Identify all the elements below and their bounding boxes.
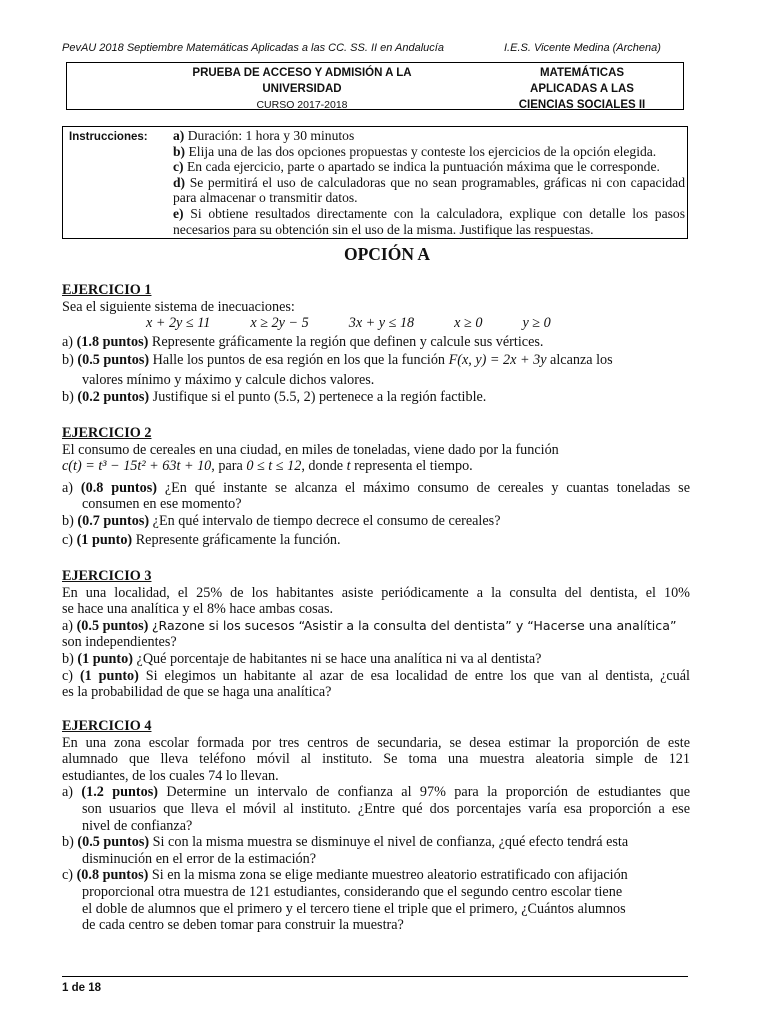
exercise-2 [62,425,690,548]
header-left: PevAU 2018 Septiembre Matemáticas Aplicadas a las CC. SS. II en Andalucía [62,42,444,54]
header-right: I.E.S. Vicente Medina (Archena) [504,42,661,54]
subject-title [507,65,657,113]
footer-divider [62,976,688,977]
question-a: a) (1.2 puntos) Determine un intervalo de confianza al 97% para la proporción de estudiantes que [62,784,691,801]
subject-line2: APLICADAS A LAS [530,83,634,95]
page-number: 1 de 18 [62,982,101,994]
instruction-item: a) Duración: 1 hora y 30 minutos [173,128,355,143]
instructions-box [62,126,688,239]
inequality: x ≥ 2y − 5 [250,315,309,332]
question-a-cont: son usuarios que lleva el móvil al instituto. ¿Entre qué dos porcentajes varía esa proporción a ese [82,800,690,817]
exercise-intro-cont: alumnado que lleva teléfono móvil al instituto. Se toma una muestra aleatoria simple de 121 [62,751,690,768]
instructions-list [173,128,685,237]
question-c: c) (1 punto) Represente gráficamente la función. [62,531,341,548]
question-c: b) (0.2 puntos) Justifique si el punto (5.5, 2) pertenece a la región factible. [62,388,487,405]
inequality: x + 2y ≤ 11 [146,315,211,332]
question-c-cont: de cada centro se deben tomar para construir la muestra? [82,917,404,934]
instruction-item: b) Elija una de las dos opciones propuestas y conteste los ejercicios de la opción elegida. [173,143,657,159]
instruction-item: d) Se permitirá el uso de calculadoras que no sean programables, gráficas ni con capacidad [173,174,685,190]
cost-function: c(t) = t³ − 15t² + 63t + 10 [62,458,212,475]
exercise-intro: Sea el siguiente sistema de inecuaciones: [62,298,295,315]
exercise-3 [62,568,690,701]
inequality: y ≥ 0 [522,315,551,332]
question-a: a) (0.8 puntos) ¿En qué instante se alcanza el máximo consumo de cereales y cuantas toneladas se [62,479,691,496]
exercise-intro: En una localidad, el 25% de los habitantes asiste periódicamente a la consulta del dentista, el 10% [62,584,690,601]
question-c: c) (1 punto) Si elegimos un habitante al azar de esa localidad de entre los que van al dentista, ¿cuál [62,667,690,684]
question-a-cont: nivel de confianza? [82,817,193,834]
question-b-cont: disminución en el error de la estimación? [82,850,317,867]
question-c-cont: es la probabilidad de que se haga una analítica? [62,684,332,701]
question-a: a) (0.5 puntos) ¿Razone si los sucesos “Asistir a la consulta del dentista” y “Hacerse una analítica” [62,617,677,634]
instructions-label: Instrucciones: [69,131,148,143]
question-a-cont: consumen en ese momento? [82,496,242,513]
subject-line1: MATEMÁTICAS [539,67,625,79]
option-title: OPCIÓN A [343,244,431,264]
exercise-intro-cont: se hace una analítica y el 8% hace ambas cosas. [62,601,334,618]
function-domain: 0 ≤ t ≤ 12 [246,458,302,475]
question-b: b) (0.7 puntos) ¿En qué intervalo de tiempo decrece el consumo de cereales? [62,512,501,529]
exercise-title: EJERCICIO 2 [62,425,152,441]
instruction-item-cont: para almacenar o transmitir datos. [173,190,358,206]
exercise-title: EJERCICIO 1 [62,282,152,298]
subject-line3: CIENCIAS SOCIALES II [518,99,646,111]
question-a: a) (1.8 puntos) Represente gráficamente la región que definen y calcule sus vértices. [62,333,544,350]
inequality: 3x + y ≤ 18 [348,315,415,332]
instruction-item-cont: necesarios para su obtención sin el uso de la misma. Justifique las respuestas. [173,221,594,237]
exercise-title: EJERCICIO 4 [62,718,152,734]
instruction-item: c) En cada ejercicio, parte o apartado se indica la puntuación máxima que le corresponde. [173,159,660,175]
running-header [62,42,688,54]
inequality: x ≥ 0 [454,315,483,332]
objective-function: F(x, y) = 2x + 3y [448,352,547,369]
question-b: b) (0.5 puntos) Si con la misma muestra se disminuye el nivel de confianza, ¿qué efecto tendrá esta [62,834,629,851]
exam-title-line1: PRUEBA DE ACCESO Y ADMISIÓN A LA [192,67,412,79]
question-c: c) (0.8 puntos) Si en la misma zona se elige mediante muestreo aleatorio estratificado con afijación [62,867,628,884]
exam-title [187,65,417,113]
question-c-cont: el doble de alumnos que el primero y el tercero tiene el triple que el primero, ¿Cuántos alumnos [82,900,626,917]
question-b: b) (0.5 puntos) Halle los puntos de esa región en los que la función F(x, y) = 2x + 3y alcanza los [62,352,613,369]
question-b: b) (1 punto) ¿Qué porcentaje de habitantes ni se hace una analítica ni va al dentista? [62,650,542,667]
inequality-system [62,315,690,332]
exercise-intro: El consumo de cereales en una ciudad, en miles de toneladas, viene dado por la función [62,441,559,458]
question-c-cont: proporcional otra muestra de 121 estudiantes, considerando que el segundo centro escolar tiene [82,883,623,900]
question-b-cont: valores mínimo y máximo y calcule dichos valores. [82,371,375,388]
exercise-4 [62,718,690,934]
exam-title-line2: UNIVERSIDAD [262,83,342,95]
question-a-cont: son independientes? [62,634,177,651]
title-box [66,62,684,110]
function-definition: c(t) = t³ − 15t² + 63t + 10, para 0 ≤ t ≤ 12, donde t representa el tiempo. [62,458,473,475]
exercise-intro-cont: estudiantes, de los cuales 74 lo llevan. [62,767,279,784]
exercise-1 [62,282,690,405]
exercise-title: EJERCICIO 3 [62,568,152,584]
instruction-item: e) Si obtiene resultados directamente con la calculadora, explique con detalle los pasos [173,205,685,221]
exercise-intro: En una zona escolar formada por tres centros de secundaria, se desea estimar la proporción de este [62,734,690,751]
course-label: CURSO 2017-2018 [256,99,348,111]
